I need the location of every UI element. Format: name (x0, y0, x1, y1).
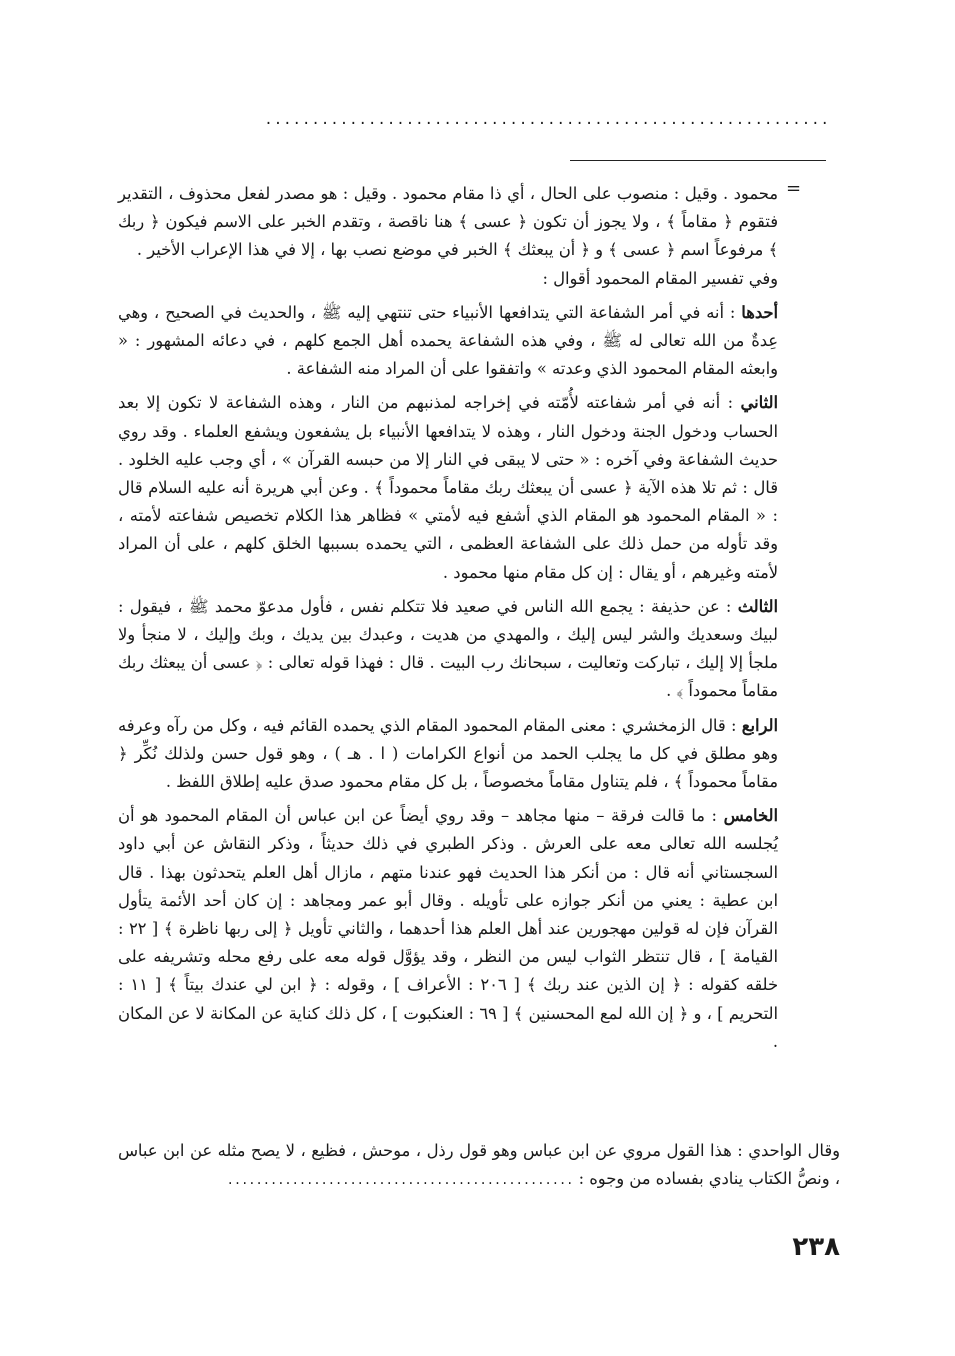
paragraph-heading: أحدها (741, 302, 778, 322)
header-dotted-line: ............................................................ (264, 112, 830, 128)
continuation-mark: = (786, 178, 802, 199)
closing-text: وقال الواحدي : هذا القول مروي عن ابن عباس وهو قول رذل ، موحش ، فظيع ، لا يصح مثله عن ابن عباس ، ونصُّ الكتاب ينادي بفساده من وجوه : (118, 1141, 840, 1189)
paragraph-continuation: محمود . وقيل : منصوب على الحال ، أي ذا مقام محمود . وقيل : هو مصدر لفعل محذوف ، التقدير فتقوم ﴿ مقاماً ﴾ ، ولا يجوز أن تكون ﴿ عسى ﴾ هنا ناقصة ، وتقدم الخبر على الاسم فيكون ﴿ ربك ﴾ مرفوعاً اسم ﴿ عسى ﴾ و ﴿ أن يبعثك ﴾ الخبر في موضع نصب بها ، إلا في هذا الإعراب الأخير . (118, 184, 778, 260)
paragraph-heading: الخامس (723, 806, 779, 826)
paragraph-fourth: الرابع : قال الزمخشري : معنى المقام المحمود المقام الذي يحمده القائم فيه ، وكل من رآه وعرفه وهو مطلق في كل ما يجلب الحمد من أنواع الكرامات ( ا . هـ ) ، وهو قول حسن ولذلك نُكِّر ﴿ مقاماً محموداً ﴾ ، فلم يتناول مقاماً مخصوصاً ، بل كل مقام محمود صدق عليه إطلاق اللفظ . (118, 715, 778, 792)
paragraph-second: الثاني : أنه في أمر شفاعته لأُمّته في إخراجه لمذنبهم من النار ، وهذه الشفاعة لا تكون إلا بعد الحساب ودخول الجنة ودخول النار ، وهذه لا يتدافعها الأنبياء بل يشفعون ويشفع العلماء . وقد روي حديث الشفاعة وفي آخره : « حتى لا يبقى في النار إلا من حبسه القرآن » ، أي وجب عليه الخلود . قال : ثم تلا هذه الآية ﴿ عسى أن يبعثك ربك مقاماً محموداً ﴾ . وعن أبي هريرة أنه عليه السلام قال : « المقام المحمود هو المقام الذي أشفع فيه لأمتي » فظاهر هذا الكلام تخصيص شفاعته لأمته ، وقد تأوله من حمل ذلك على الشفاعة العظمى ، التي يحمده بسببها الخلق كلهم ، على أن المراد لأمته وغيرهم ، أو يقال : إن كل مقام منها محمود . (118, 393, 778, 582)
closing-paragraph (118, 1137, 840, 1194)
closing-dots: ................................................ (226, 1173, 574, 1188)
separator-rule (570, 160, 826, 161)
page-number: ٢٣٨ (792, 1232, 840, 1262)
paragraph-fifth: الخامس : ما قالت فرقة – منها مجاهد – وقد روي أيضاً عن ابن عباس أن المقام المحمود هو أن يُجلسه الله تعالى معه على العرش . وذكر الطبري في ذلك حديثاً ، وذكر النقاش عن أبي داود السجستاني أنه قال : من أنكر هذا الحديث فهو عندنا متهم ، مازال أهل العلم يتحدثون بهذا . قال ابن عطية : يعني من أنكر جوازه على تأويله . وقال أبو عمر ومجاهد : إن كان أحد الأئمة يتأول القرآن فإن له قولين مهجورين عند أهل العلم هذا أحدهما ، والثاني تأويل ﴿ إلى ربها ناظرة ﴾ [ ٢٢ : القيامة ] ، قال تنتظر الثواب ليس من النظر ، وقد يؤوَّل قوله معه على رفع محله وتشريفه على خلقه كقوله : ﴿ إن الذين عند ربك ﴾ [ ٢٠٦ : الأعراف ] ، وقوله : ﴿ ابن لي عندك بيتاً ﴾ [ ١١ : التحريم ] ، و ﴿ إن الله لمع المحسنين ﴾ [ ٦٩ : العنكبوت ] ، كل ذلك كناية عن المكانة لا عن المكان . (118, 806, 779, 1051)
paragraph-third: الثالث : عن حذيفة : يجمع الله الناس في صعيد فلا تتكلم نفس ، فأول مدعوّ محمد ﷺ ، فيقول : لبيك وسعديك والشر ليس إليك ، والمهدي من هديت ، وعبدك بين يديك ، وبك وإليك ، لا منجأ ولا ملجأ إلا إليك ، تباركت وتعاليت ، سبحانك رب البيت . قال : فهذا قوله تعالى : ﴿ عسى أن يبعثك ربك مقاماً محموداً ﴾ . (118, 596, 778, 701)
paragraph-first: أحدها : أنه في أمر الشفاعة التي يتدافعها الأنبياء حتى تنتهي إليه ﷺ ، والحديث في الصحيح ، وهي عِدةٌ من الله تعالى له ﷺ ، وفي هذه الشفاعة يحمده أهل الجمع كلهم ، في دعائه المشهور : « وابعثه المقام المحمود الذي وعدته » واتفقوا على أن المراد منه الشفاعة . (118, 302, 778, 379)
footnote-body (118, 180, 778, 1056)
paragraph-heading: الثاني (740, 393, 778, 413)
paragraph-heading: الثالث (737, 596, 778, 616)
paragraph-heading: الرابع (741, 715, 778, 735)
paragraph-intro: وفي تفسير المقام المحمود أقوال : (542, 268, 778, 288)
